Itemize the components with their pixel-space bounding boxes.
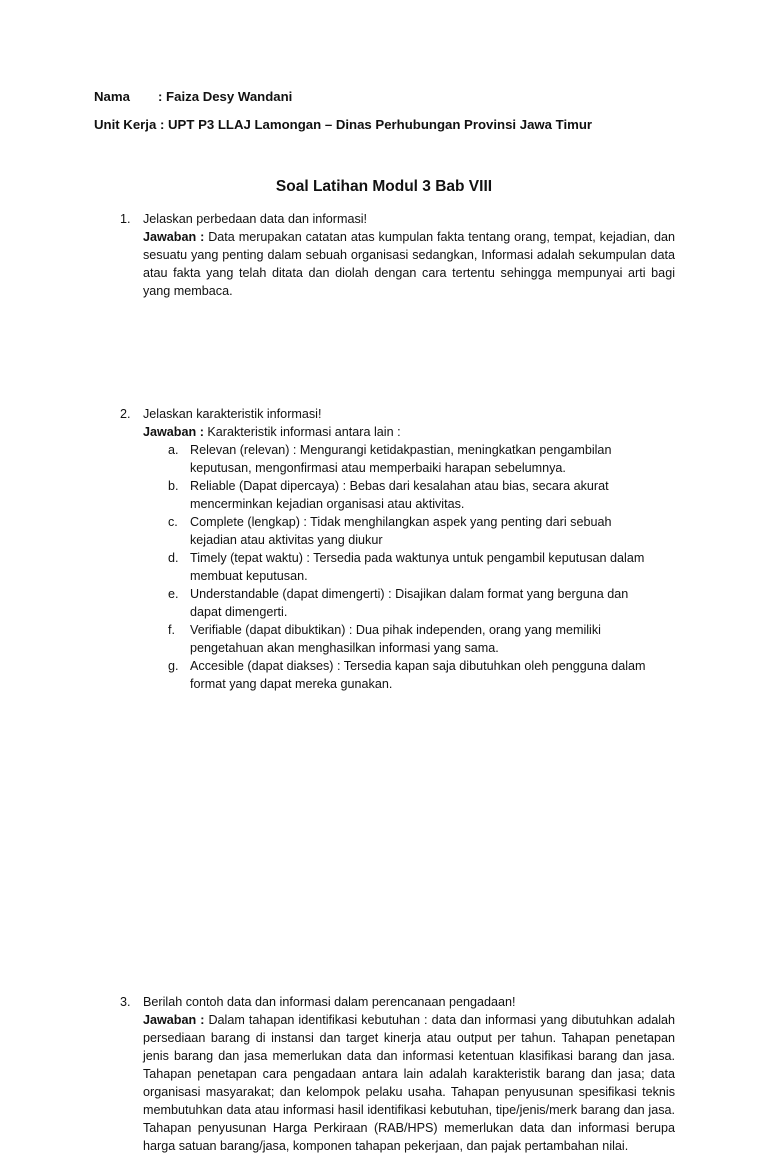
item-text: Accesible (dapat diakses) : Tersedia kapan saja dibutuhkan oleh pengguna dalam format yang dapat mereka gunakan. (190, 659, 646, 691)
list-item (168, 657, 675, 693)
page-title: Soal Latihan Modul 3 Bab VIII (275, 178, 493, 195)
item-text: Understandable (dapat dimengerti) : Disajikan dalam format yang berguna dan dapat dimengerti. (190, 587, 629, 619)
answer-body: Karakteristik informasi antara lain : (207, 425, 401, 439)
item-text: Timely (tepat waktu) : Tersedia pada waktunya untuk pengambil keputusan dalam membuat keputusan. (190, 551, 645, 583)
question-text: Berilah contoh data dan informasi dalam perencanaan pengadaan! (143, 995, 516, 1009)
name-line (94, 89, 292, 104)
question-number: 1. (120, 212, 131, 226)
question-text: Jelaskan karakteristik informasi! (143, 407, 322, 421)
answer-label: Jawaban : (143, 230, 205, 244)
answer-text (143, 423, 675, 441)
item-text: Relevan (relevan) : Mengurangi ketidakpastian, meningkatkan pengambilan keputusan, mengonfirmasi atau memperbaiki harapan sebelumnya. (190, 443, 612, 475)
unit-value: : UPT P3 LLAJ Lamongan – Dinas Perhubungan Provinsi Jawa Timur (159, 117, 593, 132)
list-item (168, 441, 675, 477)
list-item (168, 621, 675, 657)
answer-label: Jawaban : (143, 425, 204, 439)
question-2 (120, 405, 675, 693)
unit-line (94, 117, 592, 132)
item-letter: d. (168, 551, 179, 565)
item-letter: g. (168, 659, 179, 673)
list-item (168, 513, 675, 549)
question-3 (120, 993, 675, 1155)
question-1 (120, 210, 675, 300)
item-letter: c. (168, 515, 178, 529)
item-text: Verifiable (dapat dibuktikan) : Dua pihak independen, orang yang memiliki pengetahuan akan menghasilkan informasi yang sama. (190, 623, 601, 655)
unit-label: Unit Kerja (94, 117, 157, 132)
item-text: Reliable (Dapat dipercaya) : Bebas dari kesalahan atau bias, secara akurat mencerminkan kejadian organisasi atau aktivitas. (190, 479, 609, 511)
question-text: Jelaskan perbedaan data dan informasi! (143, 212, 368, 226)
item-letter: e. (168, 587, 179, 601)
answer-text (143, 228, 675, 300)
item-letter: a. (168, 443, 179, 457)
list-item (168, 549, 675, 585)
answer-body: Data merupakan catatan atas kumpulan fakta tentang orang, tempat, kejadian, dan sesuatu yang penting dalam sebuah organisasi sedangkan, Informasi adalah sekumpulan data atau fakta yang telah ditata dan diolah dengan cara tertentu sehingga mempunyai arti bagi yang membaca. (143, 230, 675, 298)
item-letter: b. (168, 479, 179, 493)
list-item (168, 585, 675, 621)
name-value: : Faiza Desy Wandani (158, 89, 293, 104)
question-number: 3. (120, 995, 131, 1009)
answer-text (143, 1011, 675, 1155)
item-letter: f. (168, 623, 175, 637)
question-number: 2. (120, 407, 131, 421)
item-text: Complete (lengkap) : Tidak menghilangkan aspek yang penting dari sebuah kejadian atau aktivitas yang diukur (190, 515, 612, 547)
list-item (168, 477, 675, 513)
answer-body: Dalam tahapan identifikasi kebutuhan : data dan informasi yang dibutuhkan adalah persediaan barang di instansi dan target kinerja atau output per tahun. Tahapan penetapan jenis barang dan jasa memerlukan data dan informasi ketentuan klasifikasi barang dan jasa. Tahapan penetapan cara pengadaan antara lain adalah karakteristik barang dan jasa; data organisasi masyarakat; dan kelompok pelaku usaha. Tahapan penyusunan spesifikasi teknis membutuhkan data atau informasi hasil identifikasi kebutuhan, tipe/jenis/merk barang dan jasa. Tahapan penyusunan Harga Perkiraan (RAB/HPS) memerlukan data dan informasi berupa harga satuan barang/jasa, komponen tahapan pekerjaan, dan pajak pertambahan nilai. (143, 1013, 676, 1153)
name-label: Nama (94, 89, 130, 104)
answer-label: Jawaban : (143, 1013, 205, 1027)
